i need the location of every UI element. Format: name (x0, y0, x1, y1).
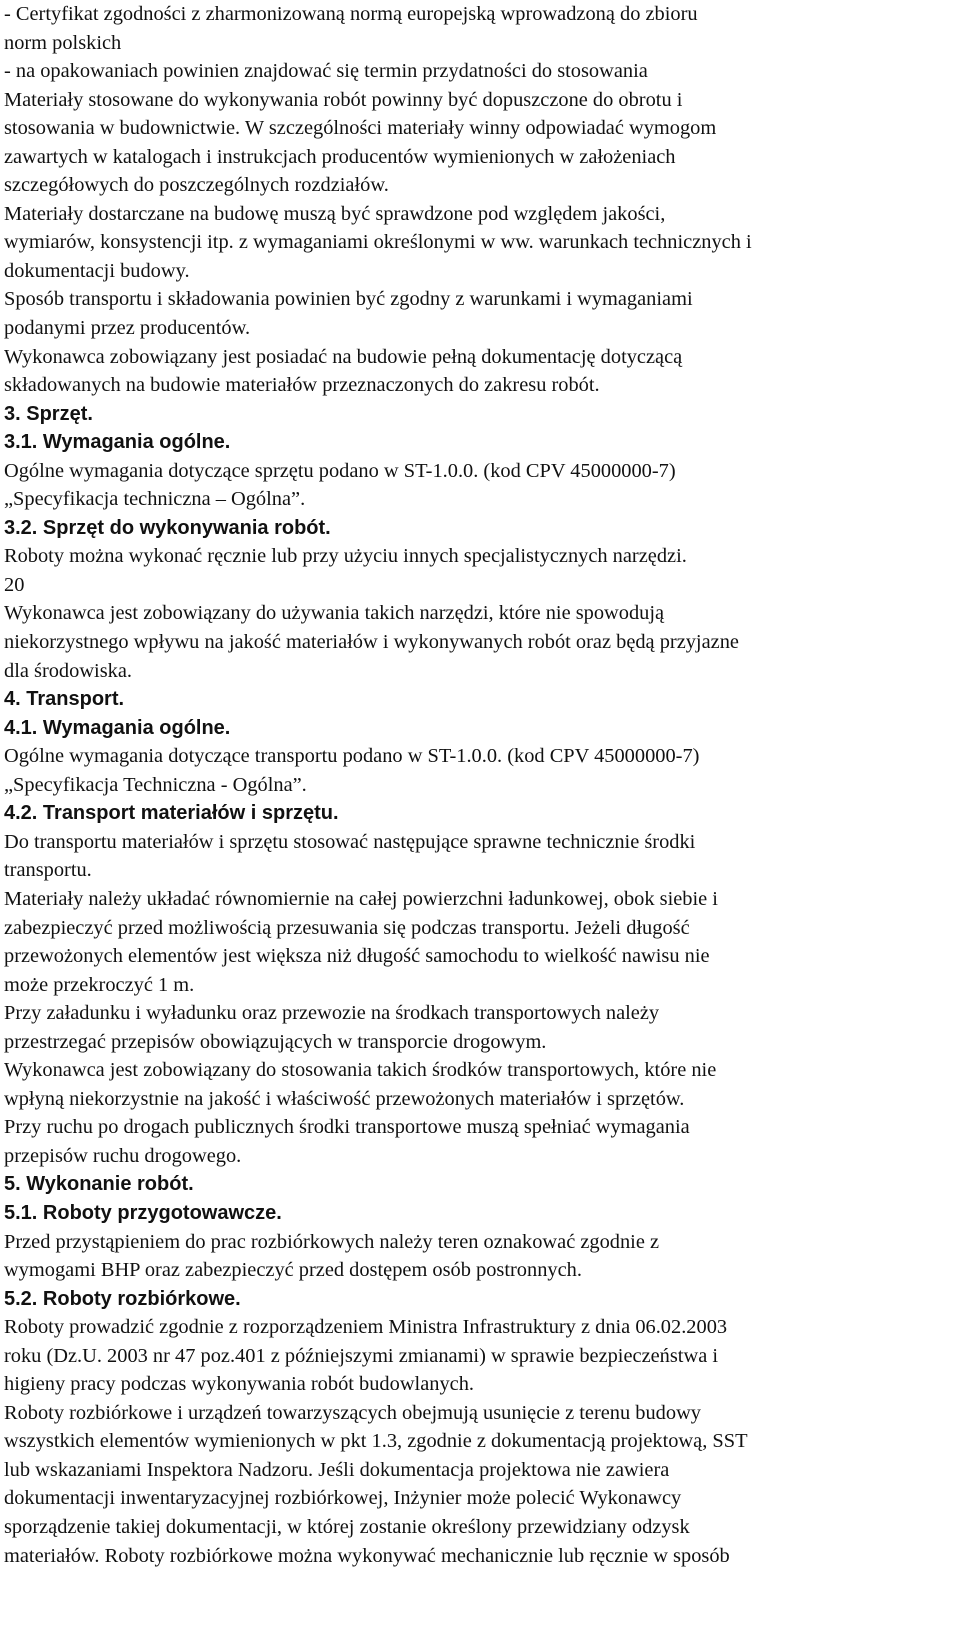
text-line: sporządzenie takiej dokumentacji, w której zostanie określony przewidziany odzysk (4, 1515, 690, 1538)
text-line: Ogólne wymagania dotyczące transportu podano w ST-1.0.0. (kod CPV 45000000-7) (4, 745, 700, 768)
text-line: roku (Dz.U. 2003 nr 47 poz.401 z późniejszymi zmianami) w sprawie bezpieczeństwa i (4, 1344, 719, 1367)
section-heading: 4.1. Wymagania ogólne. (4, 716, 231, 739)
text-line: może przekroczyć 1 m. (4, 973, 195, 996)
text-line: Przy załadunku i wyładunku oraz przewozie na środkach transportowych należy (4, 1002, 660, 1025)
text-line: „Specyfikacja techniczna – Ogólna”. (4, 488, 306, 511)
text-line: zawartych w katalogach i instrukcjach producentów wymienionych w założeniach (4, 145, 676, 168)
text-line: Wykonawca zobowiązany jest posiadać na budowie pełną dokumentację dotyczącą (4, 345, 683, 368)
text-line: Przed przystąpieniem do prac rozbiórkowych należy teren oznakować zgodnie z (4, 1230, 660, 1253)
text-line: dokumentacji inwentaryzacyjnej rozbiórkowej, Inżynier może polecić Wykonawcy (4, 1487, 682, 1510)
text-line: higieny pracy podczas wykonywania robót budowlanych. (4, 1373, 474, 1396)
text-line: wpłyną niekorzystnie na jakość i właściwość przewożonych materiałów i sprzętów. (4, 1087, 685, 1110)
section-heading: 5.2. Roboty rozbiórkowe. (4, 1287, 241, 1310)
text-line: „Specyfikacja Techniczna - Ogólna”. (4, 773, 307, 796)
text-line: transportu. (4, 859, 92, 882)
text-line: Materiały stosowane do wykonywania robót powinny być dopuszczone do obrotu i (4, 88, 683, 111)
text-line: zabezpieczyć przed możliwością przesuwania się podczas transportu. Jeżeli długość (4, 916, 690, 939)
text-line: materiałów. Roboty rozbiórkowe można wykonywać mechanicznie lub ręcznie w sposób (4, 1544, 730, 1567)
text-line: wymogami BHP oraz zabezpieczyć przed dostępem osób postronnych. (4, 1259, 582, 1282)
text-line: Wykonawca jest zobowiązany do stosowania takich środków transportowych, które nie (4, 1059, 717, 1082)
text-line: Do transportu materiałów i sprzętu stosować następujące sprawne technicznie środki (4, 830, 696, 853)
text-line: Materiały należy układać równomiernie na całej powierzchni ładunkowej, obok siebie i (4, 887, 718, 910)
text-line: 20 (4, 573, 25, 596)
text-line: dla środowiska. (4, 659, 132, 682)
text-line: Roboty prowadzić zgodnie z rozporządzeniem Ministra Infrastruktury z dnia 06.02.2003 (4, 1316, 728, 1339)
text-line: Sposób transportu i składowania powinien być zgodny z warunkami i wymaganiami (4, 288, 693, 311)
section-heading: 3.2. Sprzęt do wykonywania robót. (4, 516, 331, 539)
section-heading: 4. Transport. (4, 688, 125, 711)
section-heading: 3. Sprzęt. (4, 402, 93, 425)
text-line: - na opakowaniach powinien znajdować się termin przydatności do stosowania (4, 60, 648, 83)
text-line: Materiały dostarczane na budowę muszą być sprawdzone pod względem jakości, (4, 202, 666, 225)
text-line: wszystkich elementów wymienionych w pkt 1.3, zgodnie z dokumentacją projektową, SST (4, 1430, 748, 1453)
section-heading: 5.1. Roboty przygotowawcze. (4, 1201, 282, 1224)
text-line: Roboty rozbiórkowe i urządzeń towarzyszących obejmują usunięcie z terenu budowy (4, 1401, 701, 1424)
text-line: Przy ruchu po drogach publicznych środki transportowe muszą spełniać wymagania (4, 1116, 690, 1139)
text-line: przewożonych elementów jest większa niż długość samochodu to wielkość nawisu nie (4, 945, 710, 968)
text-line: Wykonawca jest zobowiązany do używania takich narzędzi, które nie spowodują (4, 602, 665, 625)
text-line: szczegółowych do poszczególnych rozdziałów. (4, 174, 389, 197)
section-heading: 3.1. Wymagania ogólne. (4, 431, 231, 454)
text-line: stosowania w budownictwie. W szczególności materiały winny odpowiadać wymogom (4, 117, 717, 140)
text-line: przepisów ruchu drogowego. (4, 1144, 242, 1167)
text-line: składowanych na budowie materiałów przeznaczonych do zakresu robót. (4, 374, 600, 397)
section-heading: 5. Wykonanie robót. (4, 1173, 194, 1196)
text-line: Ogólne wymagania dotyczące sprzętu podano w ST-1.0.0. (kod CPV 45000000-7) (4, 459, 676, 482)
text-line: lub wskazaniami Inspektora Nadzoru. Jeśli dokumentacja projektowa nie zawiera (4, 1458, 670, 1481)
section-heading: 4.2. Transport materiałów i sprzętu. (4, 802, 339, 825)
text-line: Roboty można wykonać ręcznie lub przy użyciu innych specjalistycznych narzędzi. (4, 545, 687, 568)
text-line: przestrzegać przepisów obowiązujących w transporcie drogowym. (4, 1030, 547, 1053)
text-line: wymiarów, konsystencji itp. z wymaganiami określonymi w ww. warunkach technicznych i (4, 231, 752, 254)
text-line: dokumentacji budowy. (4, 259, 190, 282)
text-line: - Certyfikat zgodności z zharmonizowaną normą europejską wprowadzoną do zbioru (4, 3, 698, 25)
text-line: podanymi przez producentów. (4, 317, 251, 340)
text-line: norm polskich (4, 31, 122, 54)
text-line: niekorzystnego wpływu na jakość materiałów i wykonywanych robót oraz będą przyjazne (4, 631, 739, 654)
